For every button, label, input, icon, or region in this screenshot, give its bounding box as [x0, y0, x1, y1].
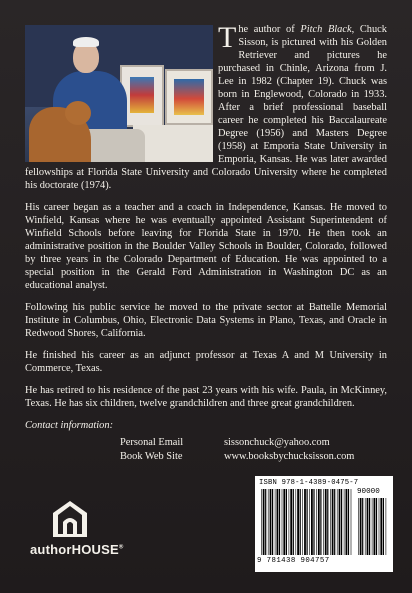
email-label: Personal Email: [120, 437, 184, 448]
email-value: sissonchuck@yahoo.com: [224, 437, 330, 448]
bio-paragraph-4: He finished his career as an adjunct professor at Texas A and M University in Commerce, Texas.: [25, 350, 387, 374]
contact-email-row: [25, 436, 387, 450]
isbn-text: ISBN 978-1-4389-0475-7: [259, 479, 359, 487]
publisher-logo: [30, 500, 124, 560]
website-label: Book Web Site: [120, 450, 183, 462]
website-value: www.booksbychucksisson.com: [224, 450, 355, 462]
author-biography: [25, 23, 387, 463]
bio-paragraph-1: The author of Pitch Black, Chuck Sisson, is pictured with his Golden Retriever and pictures he purchased in Chinle, Arizona from J. Lee in 1982 (Chapter 19). Chuck was born in Englewood, Colorado in 1933. After a brief professional baseball career he completed his Baccalaureate Degree (1956) and Masters Degree (1958) at Emporia State University in Emporia, Kansas. He was later awarded fellowships at Florida State University and Colorado University where he completed his doctorate (1974).: [25, 21, 387, 191]
authorhouse-house-icon: [52, 500, 88, 538]
bio-paragraph-2: His career began as a teacher and a coach in Independence, Kansas. He moved to Winfield, Kansas where he was eventually appointed Assistant Superintendent of Winfield Schools before leaving for Florida State in 1970. He then took an administrative position in the Boulder Valley Schools in Boulder, Colorado, followed by three years in the Colorado Department of Education. He was appointed to a special position in the Gerald Ford Administration in Washington DC as an educational analyst.: [25, 202, 387, 291]
publisher-name: authorHOUSE®: [30, 542, 124, 557]
contact-title: Contact information:: [25, 420, 114, 431]
barcode-bars: [261, 489, 353, 555]
contact-website-row: [25, 450, 387, 464]
price-barcode-bars: [358, 498, 388, 555]
bio-paragraph-3: Following his public service he moved to the private sector at Battelle Memorial Institute in Columbus, Ohio, Electronic Data Systems in Plano, Texas, and Oracle in Redwood Shores, California.: [25, 302, 387, 339]
drop-cap: T: [218, 21, 237, 54]
isbn-barcode: [255, 476, 393, 572]
barcode-digits: 9 781438 904757: [257, 557, 330, 565]
price-code: 90000: [357, 488, 380, 496]
bio-paragraph-5: He has retired to his residence of the past 23 years with his wife. Paula, in McKinney, Texas. He has six children, twelve grandchildren and three great grandchildren.: [25, 385, 387, 409]
